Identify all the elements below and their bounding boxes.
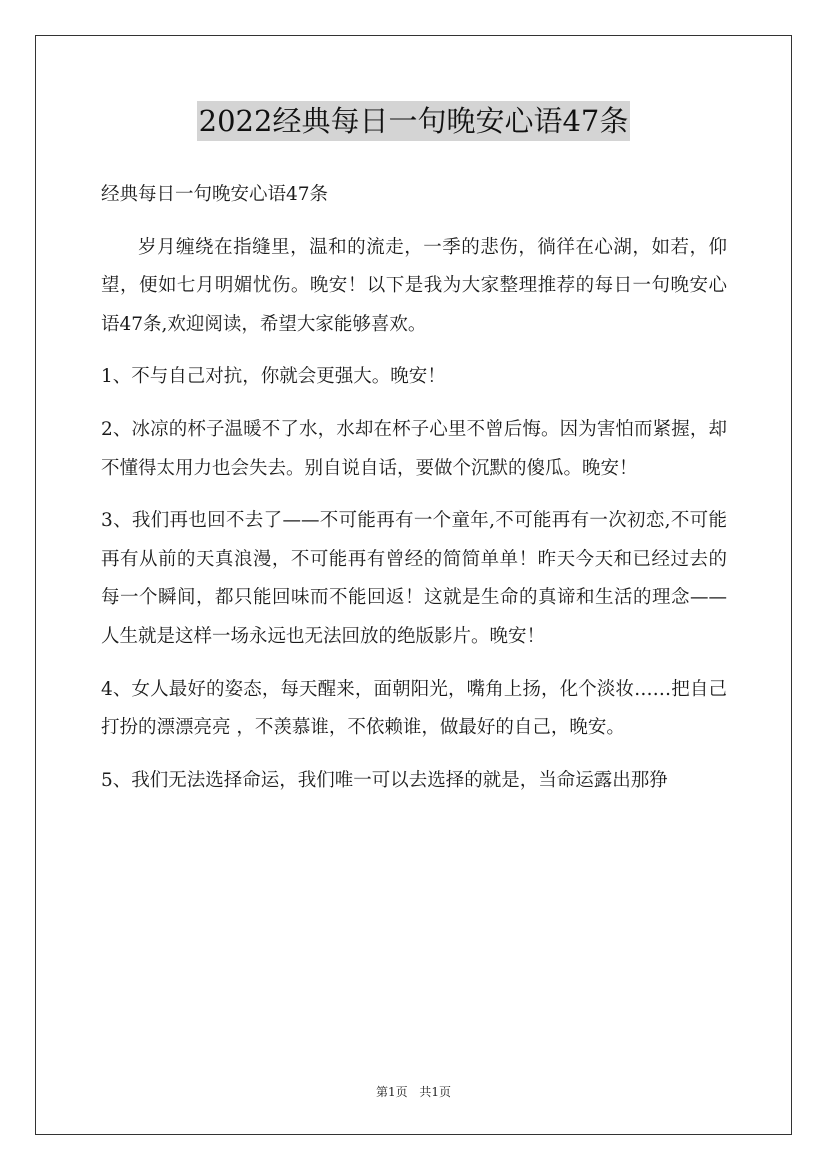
page-number: 第1页 <box>375 1085 408 1099</box>
list-item: 5、我们无法选择命运，我们唯一可以去选择的就是，当命运露出那狰 <box>101 769 668 791</box>
list-item: 4、女人最好的姿态，每天醒来，面朝阳光，嘴角上扬，化个淡妆……把自己打扮的漂漂亮亮 ，不羡慕谁，不依赖谁，做最好的自己，晚安。 <box>101 678 727 739</box>
document-title: 2022经典每日一句晚安心语47条 <box>197 101 631 141</box>
page-footer <box>0 1083 827 1100</box>
document-subtitle: 经典每日一句晚安心语47条 <box>101 184 329 205</box>
document-body <box>101 176 727 800</box>
list-item: 3、我们再也回不去了——不可能再有一个童年,不可能再有一次初恋,不可能再有从前的天真浪漫，不可能再有曾经的简简单单！昨天今天和已经过去的每一个瞬间，都只能回味而不能回返！这就是生命的真谛和生活的理念——人生就是这样一场永远也无法回放的绝版影片。晚安！ <box>101 510 727 647</box>
title-container <box>0 101 827 141</box>
list-item: 2、冰凉的杯子温暖不了水，水却在杯子心里不曾后悔。因为害怕而紧握，却不懂得太用力也会失去。别自说自话，要做个沉默的傻瓜。晚安！ <box>101 418 727 479</box>
page-total: 共1页 <box>419 1085 452 1099</box>
list-item: 1、不与自己对抗，你就会更强大。晚安！ <box>101 366 446 388</box>
intro-paragraph: 岁月缠绕在指缝里，温和的流走，一季的悲伤，徜徉在心湖，如若，仰望，便如七月明媚忧伤。晚安！以下是我为大家整理推荐的每日一句晚安心语47条,欢迎阅读，希望大家能够喜欢。 <box>101 236 727 335</box>
